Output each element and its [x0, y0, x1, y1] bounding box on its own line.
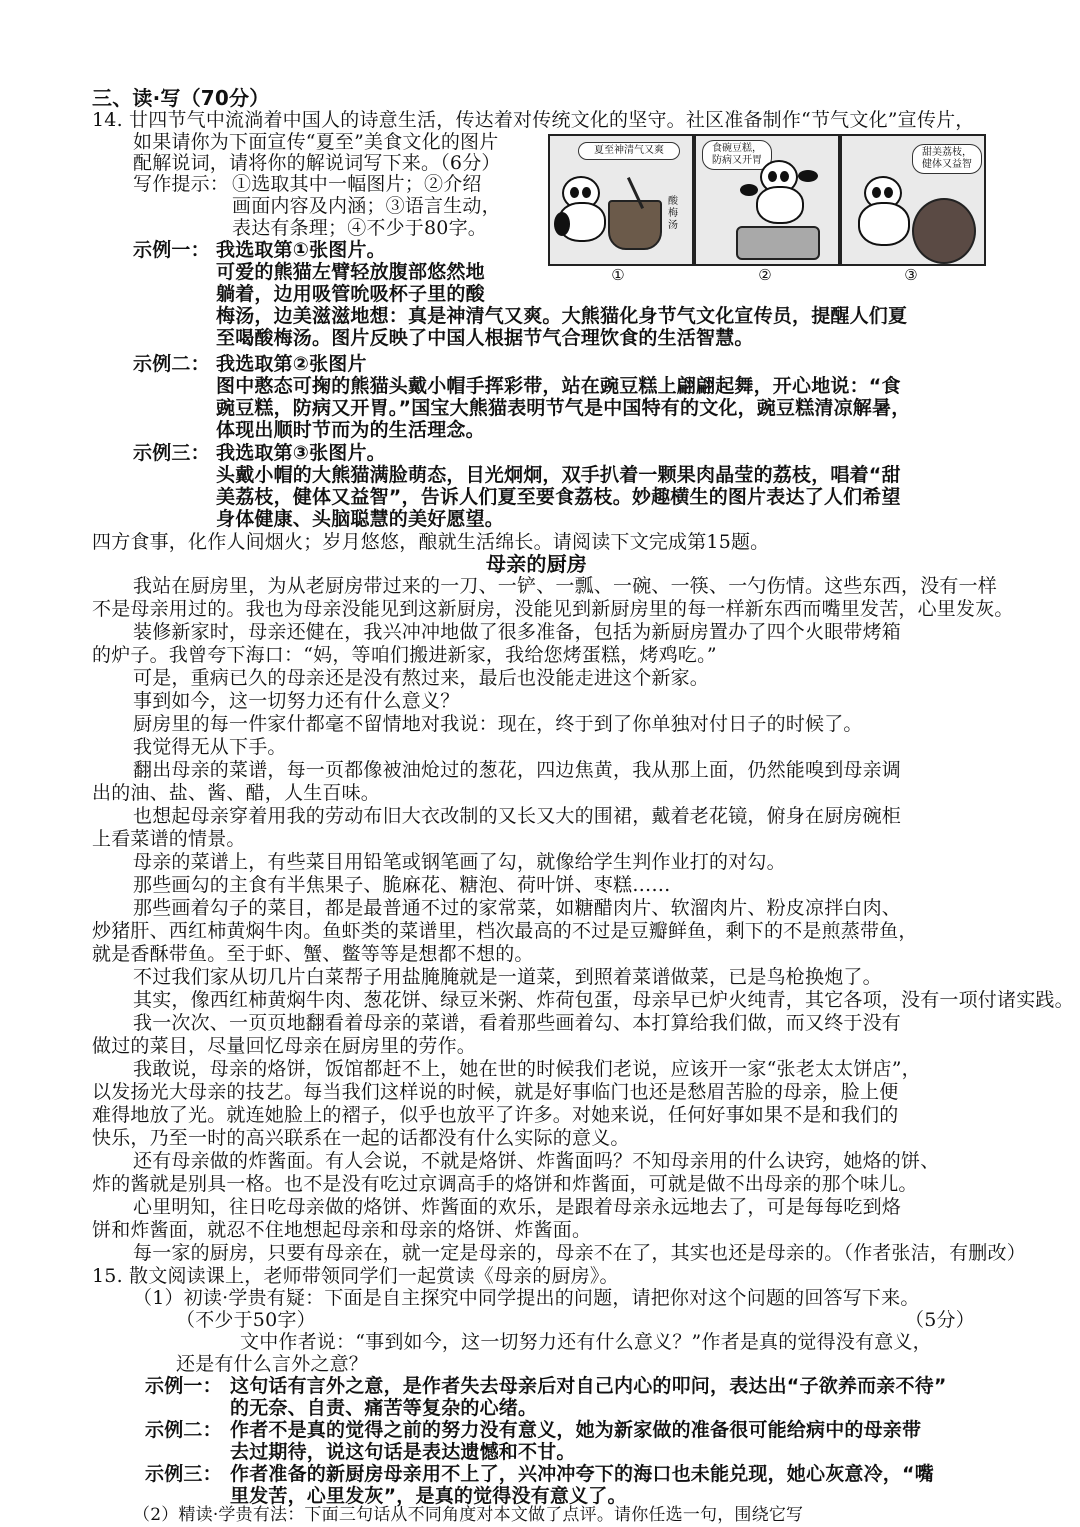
- q15-quote-line-1: 文中作者说：“事到如今，这一切努力还有什么意义？”作者是真的觉得没有意义，: [240, 1331, 932, 1353]
- q15-answer-2-line-2: 去过期待，说这句话是表达遗憾和不甘。: [230, 1441, 576, 1463]
- passage-line: 装修新家时，母亲还健在，我兴冲冲地做了很多准备，包括为新厨房置办了四个火眼带烤箱: [133, 621, 902, 643]
- passage-line: 我站在厨房里，为从老厨房带过来的一刀、一铲、一瓢、一碗、一筷、一勺伤情。这些东西，没有一样: [133, 575, 998, 597]
- q15-answer-1-line-2: 的无奈、自责、痛苦等复杂的心绪。: [230, 1397, 538, 1419]
- passage-line: 我敢说，母亲的烙饼，饭馆都赶不上，她在世的时候我们老说，应该开一家“张老太太饼店”，: [133, 1058, 921, 1080]
- q14-example-1-line-5: 至喝酸梅汤。图片反映了中国人根据节气合理饮食的生活智慧。: [216, 327, 754, 349]
- passage-line: 我觉得无从下手。: [133, 736, 287, 758]
- q14-line-3: 配解说词，请将你的解说词写下来。（6分）: [133, 152, 501, 174]
- q14-example-1-label: 示例一：: [133, 239, 210, 261]
- q15-part1-line-2: （不少于50字）: [176, 1309, 316, 1331]
- passage-line: 不是母亲用过的。我也为母亲没能见到这新厨房，没能见到新厨房里的每一样新东西而嘴里发苦，心里发灰。: [92, 598, 1014, 620]
- q14-example-1-line-4: 梅汤，边美滋滋地想：真是神清气又爽。大熊猫化身节气文化宣传员，提醒人们夏: [216, 305, 908, 327]
- hint-line-2: 画面内容及内涵；③语言生动，: [232, 195, 501, 217]
- passage-line: 炸的酱就是别具一格。也不是没有吃过京调高手的烙饼和炸酱面，可就是做不出母亲的那个味儿。: [92, 1173, 918, 1195]
- picture-3-bubble: 甜美荔枝，健体又益智: [912, 144, 982, 174]
- passage-line: 事到如今，这一切努力还有什么意义？: [133, 690, 460, 712]
- passage-line: 做过的菜目，尽量回忆母亲在厨房里的劳作。: [92, 1035, 477, 1057]
- q14-line-1: 14. 廿四节气中流淌着中国人的诗意生活，传达着对传统文化的坚守。社区准备制作“节气文化”宣传片，: [92, 109, 975, 131]
- picture-number-3: ③: [904, 266, 918, 284]
- passage-line: 可是，重病已久的母亲还是没有熬过来，最后也没能走进这个新家。: [133, 667, 710, 689]
- passage-line: 出的油、盐、酱、醋，人生百味。: [92, 782, 381, 804]
- passage-line: 那些画勾的主食有半焦果子、脆麻花、糖泡、荷叶饼、枣糕……: [133, 874, 671, 896]
- passage-line: 那些画着勾子的菜目，都是最普通不过的家常菜，如糖醋肉片、软溜肉片、粉皮凉拌白肉、: [133, 897, 902, 919]
- cup-icon: [608, 200, 662, 250]
- passage-line: 饼和炸酱面，就忍不住地想起母亲和母亲的烙饼、炸酱面。: [92, 1219, 592, 1241]
- hint-line-3: 表达有条理；④不少于80字。: [232, 217, 487, 239]
- passage-title: 母亲的厨房: [486, 552, 587, 576]
- picture-3-panda-lychee: [840, 134, 986, 266]
- q15-part1-line-1: （1）初读·学贵有疑：下面是自主探究中同学提出的问题，请把你对这个问题的回答写下来。: [133, 1287, 920, 1309]
- q14-example-3-line-4: 身体健康、头脑聪慧的美好愿望。: [216, 508, 505, 530]
- q14-example-3-line-2: 头戴小帽的大熊猫满脸萌态，目光炯炯，双手扒着一颗果肉晶莹的荔枝，唱着“甜: [216, 464, 901, 486]
- passage-line: 的炉子。我曾夸下海口：“妈，等咱们搬进新家，我给您烤蛋糕，烤鸡吃。”: [92, 644, 717, 666]
- passage-line: 以发扬光大母亲的技艺。每当我们这样说的时候，就是好事临门也还是愁眉苦脸的母亲，脸上便: [92, 1081, 899, 1103]
- q15-part1-score: （5分）: [905, 1309, 975, 1331]
- q14-example-2-line-2: 图中憨态可掬的熊猫头戴小帽手挥彩带，站在豌豆糕上翩翩起舞，开心地说：“食: [216, 375, 901, 397]
- q14-example-1-line-3: 躺着，边用吸管吮吸杯子里的酸: [216, 283, 485, 305]
- picture-2-bubble: 食碗豆糕，防病又开胃: [702, 140, 772, 170]
- q15-answer-1-label: 示例一：: [145, 1375, 222, 1397]
- passage-line: 还有母亲做的炸酱面。有人会说，不就是烙饼、炸酱面吗？不知母亲用的什么诀窍，她烙的饼、: [133, 1150, 940, 1172]
- q15-answer-3-line-1: 作者准备的新厨房母亲用不上了，兴冲冲夸下的海口也未能兑现，她心灰意冷，“嘴: [230, 1463, 934, 1485]
- q15-intro: 四方食事，化作人间烟火；岁月悠悠，酿就生活绵长。请阅读下文完成第15题。: [92, 531, 770, 553]
- q14-example-3-line-3: 美荔枝，健体又益智”，告诉人们夏至要食荔枝。妙趣横生的图片表达了人们希望: [216, 486, 901, 508]
- picture-2-panda-pea-cake: [694, 134, 840, 266]
- passage-line: 快乐，乃至一时的高兴联系在一起的话都没有什么实际的意义。: [92, 1127, 630, 1149]
- passage-line: 每一家的厨房，只要有母亲在，就一定是母亲的，母亲不在了，其实也还是母亲的。（作者张洁，有删改）: [133, 1242, 1026, 1264]
- q14-line-2: 如果请你为下面宣传“夏至”美食文化的图片: [133, 131, 499, 153]
- passage-line: 母亲的菜谱上，有些菜目用铅笔或钢笔画了勾，就像给学生判作业打的对勾。: [133, 851, 786, 873]
- passage-line: 厨房里的每一件家什都毫不留情地对我说：现在，终于到了你单独对付日子的时候了。: [133, 713, 863, 735]
- q14-example-1-line-2: 可爱的熊猫左臂轻放腹部悠然地: [216, 261, 485, 283]
- section-heading: 三、读·写（70分）: [92, 86, 270, 110]
- q15-answer-3-label: 示例三：: [145, 1463, 222, 1485]
- passage-line: 就是香酥带鱼。至于虾、蟹、鳖等等是想都不想的。: [92, 943, 534, 965]
- picture-1-panda-sour-plum: [548, 134, 694, 266]
- passage-line: 炒猪肝、西红柿黄焖牛肉。鱼虾类的菜谱里，档次最高的不过是豆瓣鲜鱼，剩下的不是煎蒸带鱼，: [92, 920, 918, 942]
- q15-answer-2-line-1: 作者不是真的觉得之前的努力没有意义，她为新家做的准备很可能给病中的母亲带: [230, 1419, 922, 1441]
- passage-line: 不过我们家从切几片白菜帮子用盐腌腌就是一道菜，到照着菜谱做菜，已是鸟枪换炮了。: [133, 966, 882, 988]
- picture-1-bubble: 夏至神清气又爽: [578, 142, 680, 160]
- q15-part2-line-1: （2）精读·学贵有法：下面三句话从不同角度对本文做了点评。请你任选一句，围绕它写: [133, 1505, 804, 1525]
- q14-example-2-line-1: 我选取第②张图片: [216, 353, 367, 375]
- q15-quote-line-2: 还是有什么言外之意？: [176, 1353, 369, 1375]
- passage-line: 心里明知，往日吃母亲做的烙饼、炸酱面的欢乐，是跟着母亲永远地去了，可是每每吃到烙: [133, 1196, 902, 1218]
- q14-example-3-label: 示例三：: [133, 442, 210, 464]
- passage-line: 上看菜谱的情景。: [92, 828, 246, 850]
- q14-example-1-line-1: 我选取第①张图片。: [216, 239, 386, 261]
- passage-line: 其实，像西红柿黄焖牛肉、葱花饼、绿豆米粥、炸荷包蛋，母亲早已炉火纯青，其它各项，没有一项付诸实践。: [133, 989, 1074, 1011]
- q15-answer-3-line-2: 里发苦，心里发灰”，是真的觉得没有意义了。: [230, 1485, 627, 1507]
- q14-example-2-line-3: 豌豆糕，防病又开胃。”国宝大熊猫表明节气是中国特有的文化，豌豆糕清凉解暑，: [216, 397, 911, 419]
- q15-answer-1-line-1: 这句话有言外之意，是作者失去母亲后对自己内心的叩问，表达出“子欲养而亲不待”: [230, 1375, 947, 1397]
- passage-line: 我一次次、一页页地翻看着母亲的菜谱，看着那些画着勾、本打算给我们做，而又终于没有: [133, 1012, 902, 1034]
- q15-line-1: 15. 散文阅读课上，老师带领同学们一起赏读《母亲的厨房》。: [92, 1265, 619, 1287]
- passage-line: 难得地放了光。就连她脸上的褶子，似乎也放平了许多。对她来说，任何好事如果不是和我们的: [92, 1104, 899, 1126]
- passage-line: 翻出母亲的菜谱，每一页都像被油炝过的葱花，四边焦黄，我从那上面，仍然能嗅到母亲调: [133, 759, 902, 781]
- q14-example-2-line-4: 体现出顺时节而为的生活理念。: [216, 419, 485, 441]
- q14-example-3-line-1: 我选取第③张图片。: [216, 442, 386, 464]
- solar-term-pictures: [548, 134, 988, 282]
- picture-number-1: ①: [611, 266, 625, 284]
- picture-number-2: ②: [758, 266, 772, 284]
- q15-answer-2-label: 示例二：: [145, 1419, 222, 1441]
- lychee-icon: [912, 198, 976, 264]
- passage-line: 也想起母亲穿着用我的劳动布旧大衣改制的又长又大的围裙，戴着老花镜，俯身在厨房碗柜: [133, 805, 902, 827]
- pea-cake-icon: [736, 226, 820, 260]
- panda-body: [858, 202, 910, 246]
- hint-label: 写作提示：: [133, 173, 230, 195]
- picture-1-label: 酸梅汤: [668, 196, 678, 231]
- q14-example-2-label: 示例二：: [133, 353, 210, 375]
- hint-line-1: ①选取其中一幅图片；②介绍: [232, 173, 482, 195]
- panda-body: [756, 186, 804, 224]
